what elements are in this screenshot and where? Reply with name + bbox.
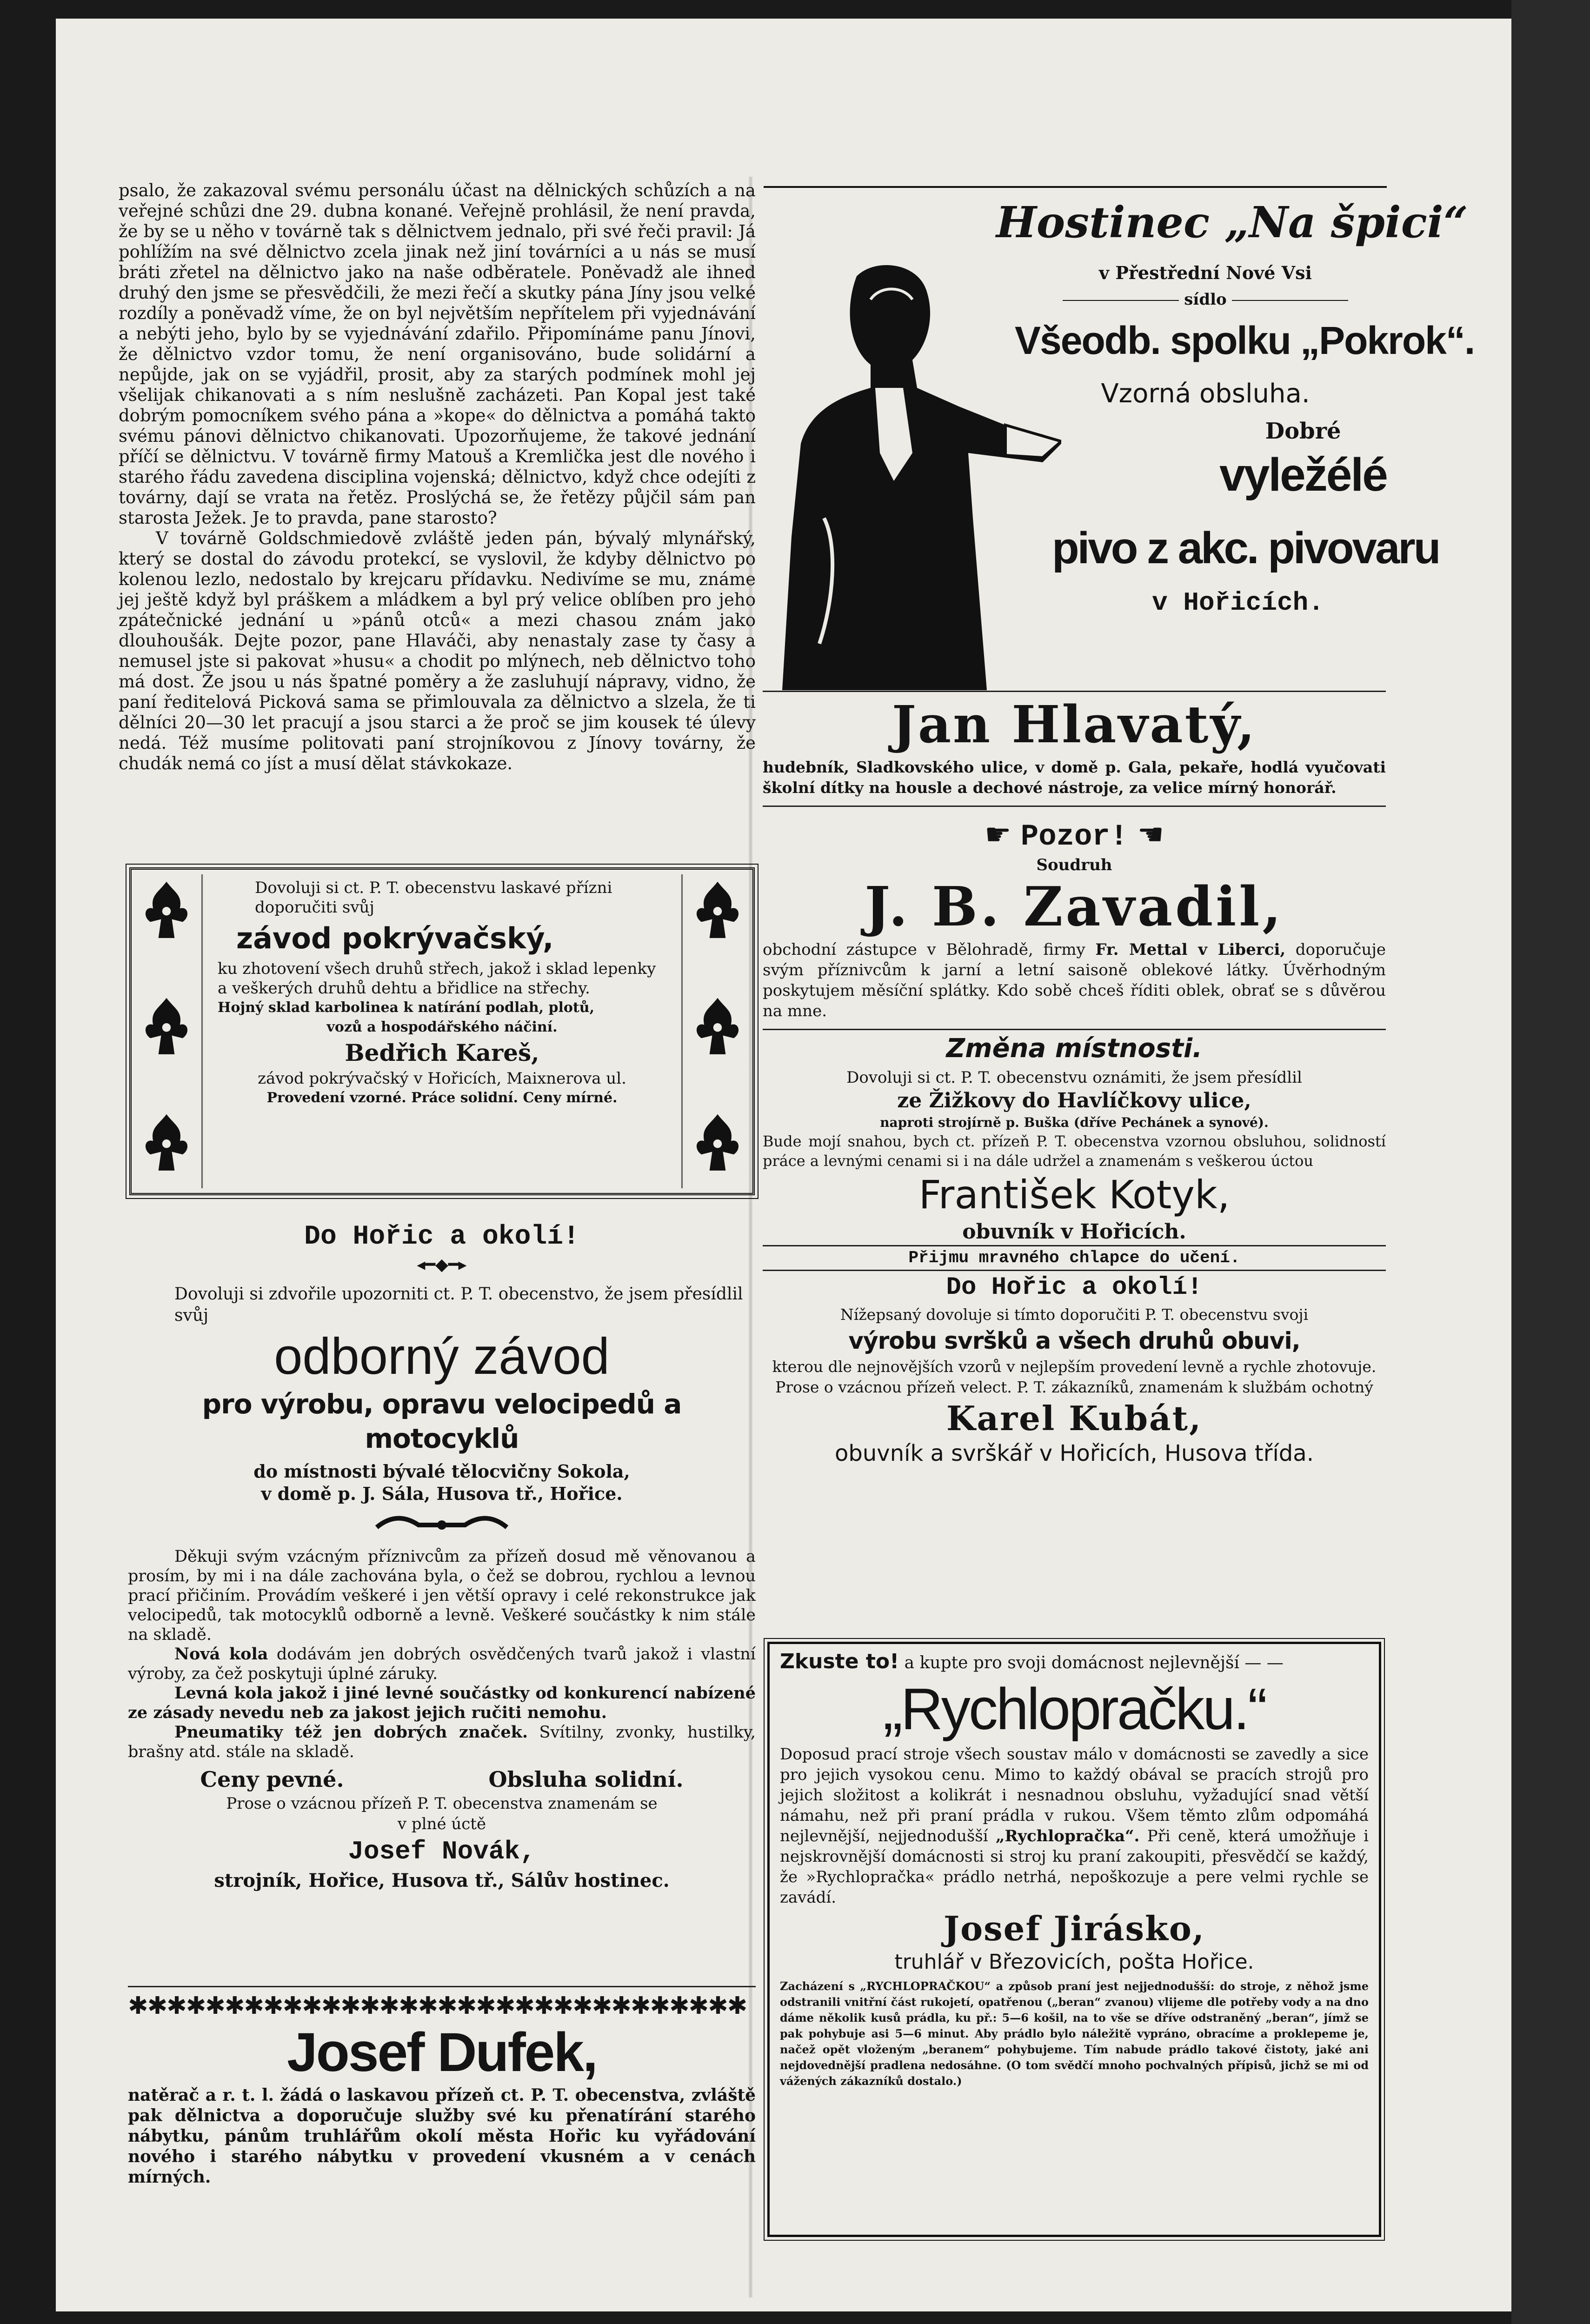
jirasko-body [780, 1744, 1369, 1908]
hlavaty-text: hudebník, Sladkovského ulice, v domě p. Gala, pekaře, hodlá vyučovati školní dítky na housle a dechové nástroje, za velice mírný honorář. [763, 758, 1386, 797]
zavadil-name: J. B. Zavadil, [865, 875, 1284, 939]
kubat-title: výrobu svršků a všech druhů obuvi, [848, 1327, 1300, 1354]
stars-ornament: ✱✱✱✱✱✱✱✱✱✱✱✱✱✱✱✱✱✱✱✱✱✱✱✱✱✱✱✱✱✱✱✱ [128, 1992, 747, 2020]
article-paragraph-2: V továrně Goldschmiedově zvláště jeden pán, bývalý mlynářský, který se dostal do závodu protekcí, se vyslovil, že kdyby dělnictvo po kolenou lezlo, nedostalo by krejcaru přídavku. Nedivíme se mu, známe jej ještě když byl práškem a mládkem a byl prý velice oblíben pro jeho zpátečnické jednání u »pánů otců« a mezi chasou znám jako dlouhoušák. Dejte pozor, pane Hlaváči, aby nenastaly zase ty časy a nemusel jste si pakovat »husu« a chodit po mlýnech, neb dělnictvo toho má dost. Že jsou u nás špatné poměry a že zasluhují nápravy, vidno, že paní ředitelová Picková sama se přimlouvala za dělnictvo a slzela, že ti dělníci 20—30 let pracují a jsou starci a že proč se jim kousek té úlevy nedá. Též musíme politovati paní strojníkovou z Jínovy továrny, že chudák nemá co jíst a musí dělat stávkokaze. [119, 528, 756, 773]
hostinec-beer: pivo z akc. pivovaru [1052, 523, 1439, 573]
novak-subtitle: pro výrobu, opravu velocipedů a motocyklů [202, 1388, 682, 1454]
box-divider [681, 874, 683, 1188]
jirasko-try: Zkuste to! [780, 1650, 899, 1673]
kares-bold-line2: vozů a hospodářského náčiní. [326, 1019, 558, 1035]
jirasko-name: Josef Jirásko, [944, 1909, 1205, 1948]
kubat-name: Karel Kubát, [946, 1398, 1203, 1438]
hostinec-good: Dobré [1265, 418, 1341, 444]
fleur-ornament-icon [139, 1112, 194, 1181]
jirasko-note: Zacházení s „RYCHLOPRAČKOU“ a způsob praní jest nejjednodušší: do stroje, z něhož jsme odstranili vnitřní část rukojetí, opatřenou („beran“ zvanou) vlijeme dle potřeby vody a na dno dáme několik kusů prádla, ku př.: 5—6 košil, na to vše se dříve odstraněný „beran“, jímž se pak pohybuje asi 5—6 minut. Aby prádlo bylo náležitě vypráno, obracíme a proklepeme je, načež opět vloženým „beranem“ pohybujeme. Tím nabude prádlo takové čistoty, jaké ani nejdovednější pradlena nedosáhne. (O tom svědčí mnoho pochvalných přípisů, jichž se mi od vážených zákazníků dostalo.) [780, 1979, 1369, 2088]
article-paragraph-1: psalo, že zakazoval svému personálu účast na dělnických schůzích a na veřejné schůzi dne 29. dubna konané. Veřejně prohlásil, že není pravda, že by se u něho v továrně tak s dělnictvem jednalo, při své řeči pravil: Já pohlížím na své dělnictvo zcela jinak než jiní továrníci a u nás se musí bráti zřetel na dělnictvo jako na naše odběratele. Poněvadž ale ihned druhý den jsme se přesvědčili, že mezi řečí a skutky pána Jíny jsou velké rozdíly a poněvadž víme, že on byl největším nepřítelem při vyjednávání a nebýti jeho, bylo by se vyjednávání zdařilo. Připomínáme panu Jínovi, že dělnictvo vzdor tomu, že není organisováno, bude solidární a nepůjde, jak on se vyjádřil, prosit, aby za starých podmínek mohl jej všelijak chikanovati a s ním neslušně zacházeti. Pan Kopal jest také dobrým pomocníkem svého pána a »kope« do dělnictva a pomáhá takto svému pánovi dělnictvo chikanovati. Upozorňujeme, že takové jednání příčí se dělnictvu. V továrně firmy Matouš a Kremlička jest dle nového i starého řádu zavedena disciplina vojenská; dělnictvo, když chce odejíti z továrny, dají se vrata na řetěz. Proslýchá se, že řetězy půjčil sám pan starosta Ježek. Je to pravda, pane starosto? [119, 180, 756, 528]
zavadil-attention-row [763, 816, 1386, 856]
novak-intro: Dovoluji si zdvořile upozorniti ct. P. T. obecenstvo, že jsem přesídlil svůj [174, 1285, 743, 1325]
kotyk-name: František Kotyk, [918, 1172, 1230, 1218]
novak-title: odborný závod [274, 1328, 610, 1385]
kubat-intro: Nížepsaný dovoluje si tímto doporučiti P. T. obecenstvu svoji [840, 1305, 1309, 1324]
ad-dufek [128, 1986, 756, 2187]
ad-kares [129, 867, 755, 1195]
divider-rule [128, 1986, 756, 1987]
ad-jirasko [767, 1642, 1381, 2237]
zavadil-comrade: Soudruh [1036, 856, 1112, 874]
jirasko-product: „Rychlopračku.“ [883, 1676, 1266, 1742]
hostinec-town: v Hořicích. [1152, 588, 1324, 618]
kares-name: Bedřich Kareš, [345, 1039, 539, 1066]
zavadil-text2: doporučuje svým příznivcům k jarní a letní saisoně oblekové látky. Úvěrhodným poskytujem měsíční splátky. Kdo sobě chceš říditi oblek, obrať se s důvěrou na mne. [763, 940, 1386, 1020]
dufek-name: Josef Dufek, [287, 2022, 597, 2083]
pointing-hand-left-icon: ☚ [1137, 818, 1164, 852]
zavadil-firm: Fr. Mettal v Liberci, [1095, 940, 1286, 959]
fleur-ornament-icon [690, 995, 745, 1065]
jirasko-top-row [780, 1651, 1369, 1674]
kotyk-apprentice: Přijmu mravného chlapce do učení. [763, 1245, 1386, 1271]
hostinec-club: Všeodb. spolku „Pokrok“. [1015, 319, 1475, 362]
hostinec-aged: vyležélé [1219, 449, 1387, 501]
kotyk-trade: obuvník v Hořicích. [962, 1220, 1186, 1244]
hlavaty-name: Jan Hlavatý, [891, 694, 1257, 754]
box-divider [201, 874, 203, 1188]
page-edge [1511, 0, 1590, 2324]
hostinec-title: Hostinec „Na špici“ [996, 197, 1468, 247]
novak-name: Josef Novák, [348, 1837, 536, 1866]
novak-body3-row [128, 1684, 756, 1723]
novak-body3-bold: Levná kola [174, 1684, 273, 1703]
kares-footer: Provedení vzorné. Práce solidní. Ceny mírné. [266, 1090, 618, 1106]
hostinec-place: v Přestřední Nové Vsi [1099, 262, 1312, 283]
novak-body4-bold: Pneumatiky též jen dobrých značek. [174, 1723, 528, 1742]
kares-bold-line1: Hojný sklad karbolinea k natírání podlah, plotů, [218, 999, 595, 1016]
fleur-ornament-icon [139, 995, 194, 1065]
novak-location2: v domě p. J. Sála, Husova tř., Hořice. [261, 1483, 623, 1504]
kares-address: závod pokrývačský v Hořicích, Maixnerova ul. [258, 1069, 626, 1088]
kotyk-opposite: naproti strojírně p. Buška (dříve Pechánek a synové). [880, 1115, 1269, 1130]
jirasko-body-text: Doposud prací stroje všech soustav málo v domácnosti se zavedly a sice pro jejich vysokou cenu. Mimo to každý obával se pracích strojů pro jejich složitost a kolikrát i nesnadnou obsluhu, vyžadující snad větší námahu, než při praní prádla v rukou. Všem těmto zlům odpomáhá nejlevnější, nejjednodušší [780, 1745, 1369, 1845]
article [119, 180, 756, 774]
jirasko-buy: a kupte pro svoji domácnost nejlevnější — — [904, 1653, 1284, 1672]
ad-hostinec [764, 186, 1475, 688]
zavadil-text1: obchodní zástupce v Bělohradě, firmy [763, 940, 1085, 959]
jirasko-brand: „Rychlopračka“. [996, 1827, 1140, 1845]
jirasko-body2: Při ceně, která umožňuje i nejskrovnější domácnosti si stroj ku praní zakoupiti, přesvědčí se každý, že »Rychlopračka« prádlo netrhá, nepoškozuje a pere velmi rychle se zavádí. [780, 1827, 1369, 1907]
kares-content [218, 878, 666, 1108]
novak-body [128, 1547, 756, 1762]
novak-body4: Svítilny, zvonky, hustilky, brašny atd. stále na skladě. [128, 1723, 756, 1761]
kares-title: závod pokrývačský, [236, 921, 554, 955]
novak-heading: Do Hořic a okolí! [304, 1222, 579, 1252]
kares-text: ku zhotovení všech druhů střech, jakož i sklad lepenky a veškerých druhů dehtu a břidlice na střechy. [218, 959, 656, 998]
novak-body2: dodávám jen dobrých osvědčených tvarů jakož i vlastní výroby, za čež poskytuji úplné záruky. [128, 1645, 756, 1683]
kubat-heading: Do Hořic a okolí! [946, 1273, 1203, 1302]
novak-address: strojník, Hořice, Husova tř., Sálův hostinec. [214, 1870, 670, 1891]
novak-location1: do místnosti bývalé tělocvičny Sokola, [253, 1461, 630, 1482]
zavadil-attention: Pozor! [1020, 820, 1128, 854]
novak-prices: Ceny pevné. [200, 1767, 344, 1792]
right-column-ads [763, 691, 1386, 1467]
novak-terms [128, 1765, 756, 1793]
dufek-text: natěrač a r. t. l. žádá o laskavou přízeň ct. P. T. obecenstva, zvláště pak dělnictva a doporučuje služby své ku přenatírání starého nábytku, pánům truhlářům okolí města Hořic ku vyřádování nového i starého nábytku v provedení vkusném a v cenách mírných. [128, 2085, 756, 2187]
novak-body3: jakož i jiné levné součástky od konkurencí nabízené ze zásady nevedu neb za jakost jejich ručiti nemohu. [128, 1684, 756, 1722]
ad-novak [128, 1219, 756, 1893]
novak-body4-row [128, 1723, 756, 1762]
kubat-trade: obuvník a svrškář v Hořicích, Husova třída. [835, 1440, 1314, 1466]
scroll-ornament-icon [128, 1513, 756, 1538]
novak-body2-bold: Nová kola [174, 1645, 268, 1664]
kares-intro: Dovoluji si ct. P. T. obecenstvu laskavé přízni doporučiti svůj [255, 879, 612, 917]
hostinec-seat-label: sídlo [1184, 290, 1227, 309]
kotyk-move: ze Žižkovy do Havlíčkovy ulice, [897, 1089, 1251, 1112]
novak-body1: Děkuji svým vzácným příznivcům za přízeň dosud mě věnovanou a prosím, by mi i na dále zachována byla, o čež se dobrou, rychlou a levnou prací přičiním. Provádím veškeré i jen větší opravy i celé rekonstrukce jak velocipedů, tak motocyklů odborně a levně. Veškeré součástky k nim stále na skladě. [128, 1547, 756, 1644]
jirasko-trade: truhlář v Březovicích, pošta Hořice. [894, 1950, 1254, 1974]
kotyk-body: Bude mojí snahou, bych ct. přízeň P. T. obecenstva vzornou obsluhou, solidností práce a levnými cenami si i na dále udržel a znamenám s veškerou úctou [763, 1132, 1386, 1170]
novak-body2-row [128, 1645, 756, 1684]
novak-service: Obsluha solidní. [488, 1767, 684, 1792]
kubat-body: kterou dle nejnovějších vzorů v nejlepším provedení levně a rychle zhotovuje. Prose o vzácnou přízeň velect. P. T. zákazníků, znamenám k službám ochotný [772, 1358, 1377, 1396]
fleur-ornament-icon [690, 879, 745, 949]
fleur-ornament-icon [690, 1112, 745, 1181]
hostinec-seat [1024, 290, 1387, 309]
hostinec-service: Vzorná obsluha. [1101, 379, 1310, 409]
kotyk-intro: Dovoluji si ct. P. T. obecenstvu oznámiti, že jsem přesídlil [846, 1068, 1302, 1087]
novak-closing1: Prose o vzácnou přízeň P. T. obecenstva znamenám se [226, 1794, 658, 1813]
novak-closing2: v plné úctě [397, 1815, 486, 1833]
divider-rule [763, 806, 1386, 807]
ornament-divider: ◂━◆━▸ [417, 1255, 467, 1274]
pointing-hand-right-icon: ☛ [985, 818, 1011, 852]
zavadil-text [763, 939, 1386, 1021]
fleur-ornament-icon [139, 879, 194, 949]
kotyk-heading: Změna místnosti. [946, 1033, 1203, 1064]
